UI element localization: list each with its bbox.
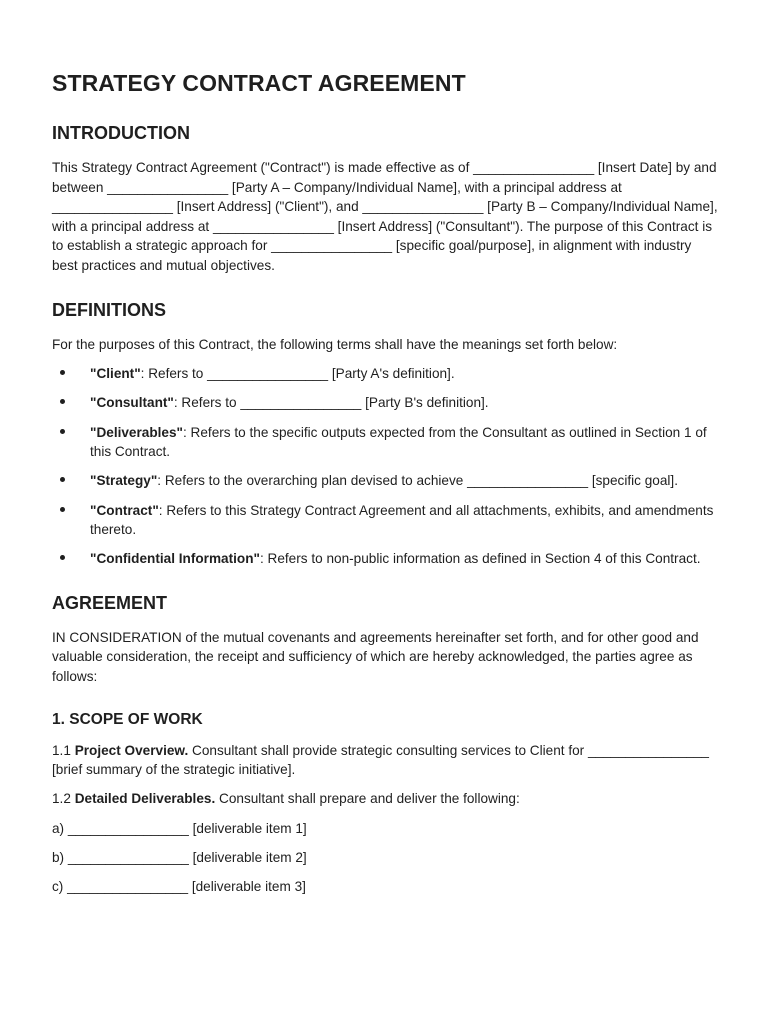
bullet-icon — [60, 507, 65, 512]
definition-term: "Consultant" — [90, 395, 174, 411]
agreement-section — [52, 593, 718, 687]
clause-lead: Detailed Deliverables. — [74, 791, 216, 807]
bullet-icon — [60, 370, 65, 375]
clause-number: 1.2 — [52, 791, 71, 807]
introduction-text: This Strategy Contract Agreement ("Contract") is made effective as of ________________ [Insert Date] by and between ________________ [Party A – Company/Individual Name], with a principal address at ________________ [Insert Address] ("Client"), and ________________ [Party B – Company/Individual Name], with a principal address at ________________ [Insert Address] ("Consultant"). The purpose of this Contract is to establish a strategic approach for ________________ [specific goal/purpose], in alignment with industry best practices and mutual objectives. — [52, 160, 718, 273]
bullet-icon — [60, 555, 65, 560]
bullet-icon — [60, 399, 65, 404]
definition-term: "Deliverables" — [90, 424, 183, 440]
definition-text: : Refers to the specific outputs expected from the Consultant as outlined in Section 1 of this Contract. — [90, 424, 707, 460]
document-title: STRATEGY CONTRACT AGREEMENT — [52, 70, 466, 96]
scope-section — [52, 711, 718, 897]
agreement-heading: AGREEMENT — [52, 592, 168, 613]
definition-item — [52, 549, 718, 569]
definition-item — [52, 364, 718, 384]
introduction-heading: INTRODUCTION — [52, 123, 190, 143]
definition-term: "Strategy" — [90, 473, 158, 489]
definition-item — [52, 393, 718, 413]
introduction-section — [52, 123, 718, 276]
clause-1-2 — [52, 789, 718, 809]
definition-text: : Refers to the overarching plan devised to achieve ________________ [specific goal]. — [157, 473, 678, 489]
clause-1-1 — [52, 741, 718, 780]
definition-term: "Client" — [90, 366, 141, 382]
deliverable-item: b) ________________ [deliverable item 2] — [52, 849, 307, 865]
definition-term: "Contract" — [90, 502, 159, 518]
clause-number: 1.1 — [52, 742, 71, 758]
definition-text: : Refers to non-public information as defined in Section 4 of this Contract. — [259, 551, 701, 567]
bullet-icon — [60, 477, 65, 482]
clause-text: Consultant shall prepare and deliver the following: — [215, 791, 520, 807]
definitions-list — [52, 364, 718, 569]
scope-heading: 1. SCOPE OF WORK — [52, 710, 203, 728]
definition-text: : Refers to ________________ [Party A's definition]. — [140, 366, 455, 382]
definition-text: : Refers to ________________ [Party B's definition]. — [173, 395, 489, 411]
agreement-text: IN CONSIDERATION of the mutual covenants and agreements hereinafter set forth, and for other good and valuable consideration, the receipt and sufficiency of which are hereby acknowledged, the parties agree as follows: — [52, 629, 699, 685]
definition-term: "Confidential Information" — [90, 551, 260, 567]
definitions-intro: For the purposes of this Contract, the following terms shall have the meanings set forth below: — [52, 336, 618, 352]
clause-lead: Project Overview. — [74, 742, 189, 758]
deliverable-item: a) ________________ [deliverable item 1] — [52, 820, 307, 836]
deliverable-item: c) ________________ [deliverable item 3] — [52, 879, 306, 894]
definition-text: : Refers to this Strategy Contract Agreement and all attachments, exhibits, and amendments thereto. — [90, 502, 714, 538]
definition-item — [52, 501, 718, 540]
bullet-icon — [60, 429, 65, 434]
definitions-heading: DEFINITIONS — [52, 299, 167, 320]
clause-text: Consultant shall provide strategic consulting services to Client for ________________ [brief summary of the strategic initiative]. — [52, 742, 709, 778]
definition-item — [52, 423, 718, 462]
definitions-section — [52, 300, 718, 569]
definition-item — [52, 471, 718, 491]
